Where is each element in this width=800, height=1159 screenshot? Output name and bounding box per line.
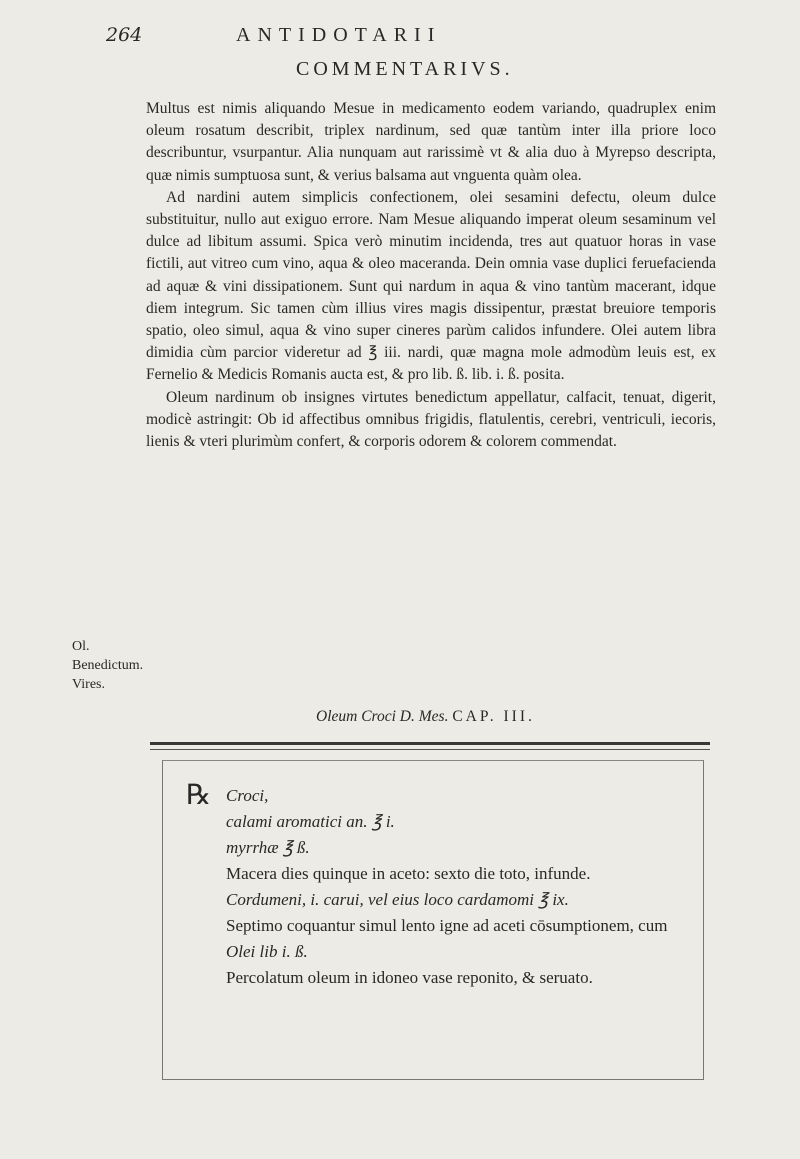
paragraph: Multus est nimis aliquando Mesue in medicamento eodem variando, quadruplex enim oleum rosatum describit, triplex nardinum, sed quæ tantùm inter illa priore loco describuntur, vsurpantur. Alia nunquam aut rarissimè vt & alia duo à Myrepso descripta, quæ nimis sumptuosa sunt, & verius balsama aut vnguenta quàm olea. (146, 100, 716, 184)
recipe-line: myrrhæ ℥ ß. (226, 838, 310, 857)
paragraph: Oleum nardinum ob insignes virtutes benedictum appellatur, calfacit, tenuat, digerit, modicè astringit: Ob id affectibus omnibus frigidis, flatulentis, cerebri, ventriculi, iecoris, lienis & vteri plurimùm confert, & corporis odorem & colorem commendat. (146, 388, 716, 451)
chapter-heading (316, 708, 535, 726)
recipe-line: Croci, (226, 786, 269, 805)
recipe-line: Olei lib i. ß. (226, 942, 308, 961)
chapter-title: Oleum Croci D. Mes. (316, 708, 449, 725)
section-title: COMMENTARIVS. (296, 58, 514, 80)
margin-note: Ol. Benedictum. Vires. (72, 639, 144, 692)
page-number: 264 (106, 24, 143, 46)
recipe-line: Cordumeni, i. carui, vel eius loco cardamomi ℥ ix. (226, 890, 569, 909)
commentary-text (146, 98, 716, 453)
divider-rule (150, 742, 710, 745)
recipe-symbol-icon: ℞ (186, 778, 212, 811)
running-head: ANTIDOTARII (236, 24, 442, 46)
paragraph: Ad nardini autem simplicis confectionem, olei sesamini defectu, oleum dulce substituitur, nullo aut exiguo errore. Nam Mesue aliquando imperat oleum sesaminum vel dulce ad libitum assumi. Spica verò minutim incidenda, tres aut quatuor horas in vase fictili, aut vitreo cum vino, aqua & oleo maceranda. Dein omnia vase duplici feruefacienda ad aquæ & vini dissipationem. Sunt qui nardum in aqua & vino tantùm macerant, idque diem integrum. Sic tamen cùm illius vires magis dissipentur, præstat breuiore temporis spatio, oleo simul, aqua & vino super cineres parùm calidos infundere. Olei autem libra dimidia cùm parcior videretur ad ℥ iii. nardi, quæ magna mole admodùm leuis est, ex Fernelio & Medicis Romanis aucta est, & pro lib. ß. lib. i. ß. posita. (146, 188, 716, 384)
recipe-ingredients (226, 783, 676, 991)
divider-rule-thin (150, 749, 710, 750)
chapter-label: CAP. III. (452, 708, 535, 725)
recipe-line: Septimo coquantur simul lento igne ad aceti cōsumptionem, cum (226, 916, 668, 935)
recipe-line: Percolatum oleum in idoneo vase reponito, & seruato. (226, 968, 593, 987)
recipe-line: Macera dies quinque in aceto: sexto die toto, infunde. (226, 864, 591, 883)
recipe-line: calami aromatici an. ℥ i. (226, 812, 395, 831)
